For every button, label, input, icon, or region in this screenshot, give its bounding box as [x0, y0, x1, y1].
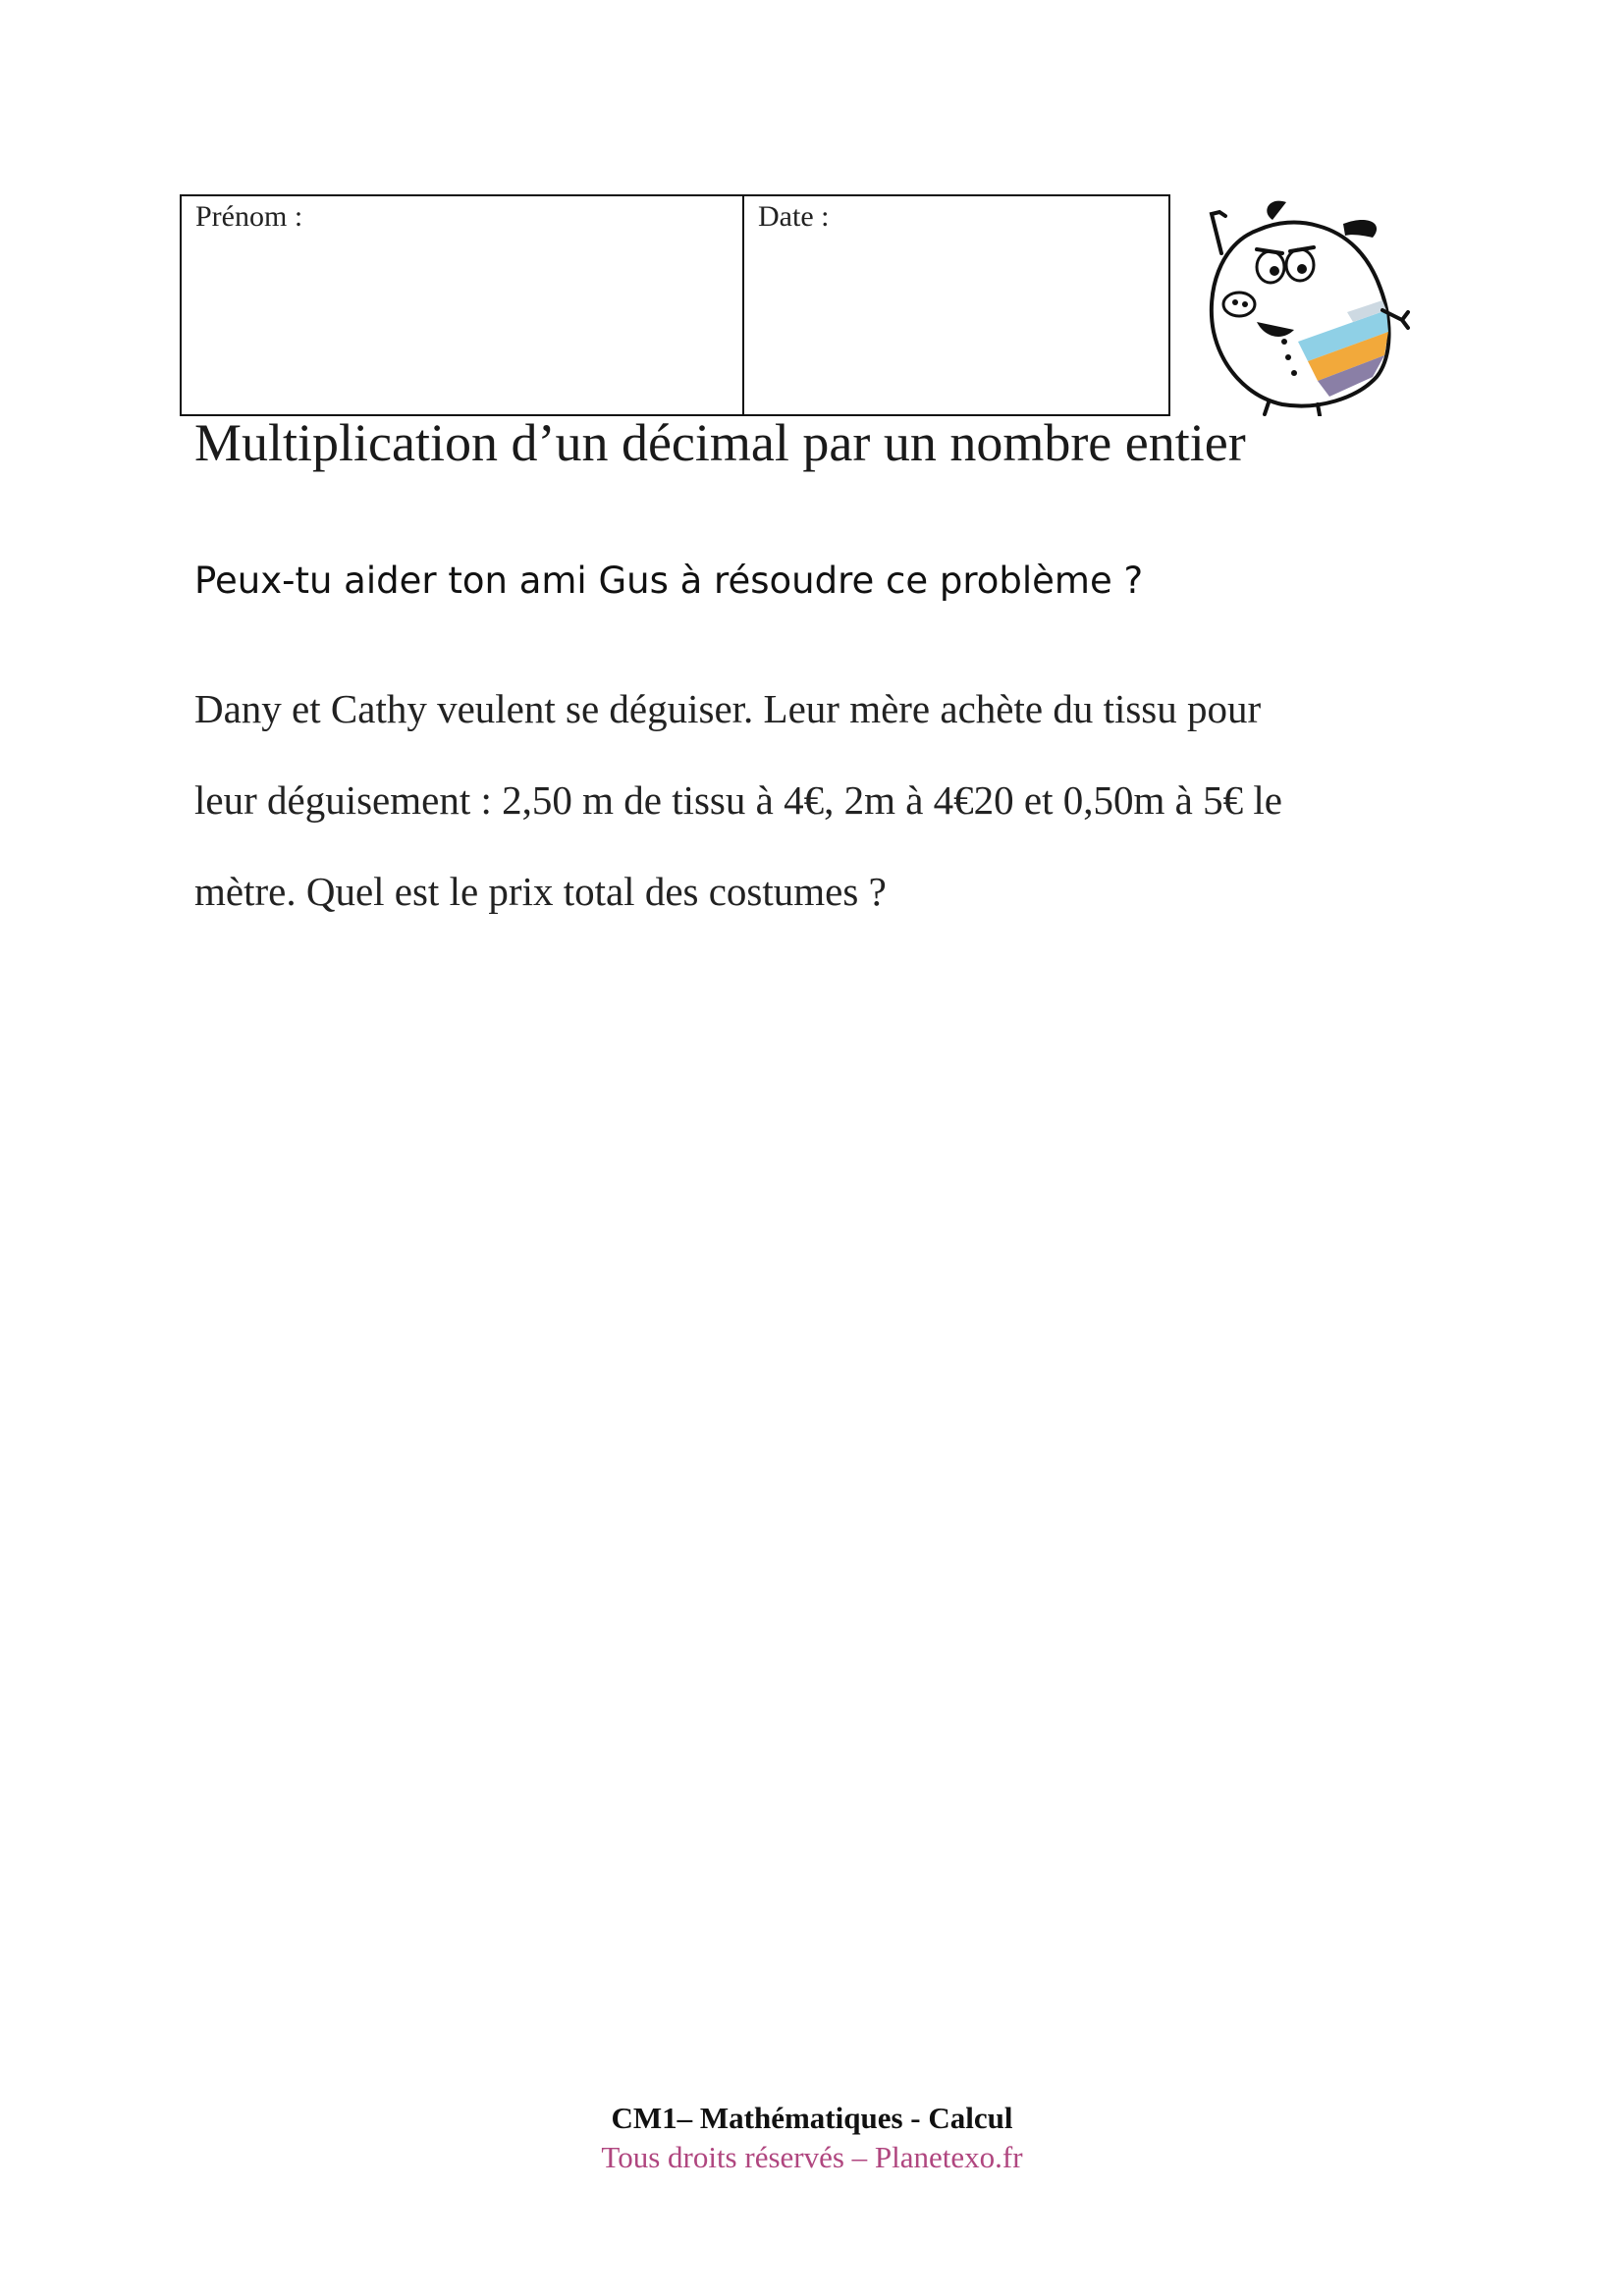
gus-mascot-icon: [1200, 194, 1414, 416]
date-label: Date :: [758, 200, 830, 233]
problem-line: leur déguisement : 2,50 m de tissu à 4€, 2m à 4€20 et 0,50m à 5€ le: [194, 777, 1282, 823]
name-date-box: [180, 194, 1170, 416]
prenom-label: Prénom :: [195, 200, 303, 233]
problem-line: mètre. Quel est le prix total des costumes ?: [194, 869, 887, 914]
prenom-field[interactable]: [182, 196, 744, 414]
footer-rights: Tous droits réservés – Planetexo.fr: [601, 2140, 1023, 2174]
instruction-question: Peux-tu aider ton ami Gus à résoudre ce problème ?: [194, 560, 1144, 602]
page-title: Multiplication d’un décimal par un nombre entier: [194, 413, 1246, 472]
problem-statement: [194, 679, 1402, 953]
date-field[interactable]: [744, 196, 1168, 414]
footer-subject: CM1– Mathématiques - Calcul: [611, 2101, 1013, 2135]
problem-line: Dany et Cathy veulent se déguiser. Leur mère achète du tissu pour: [194, 686, 1262, 731]
